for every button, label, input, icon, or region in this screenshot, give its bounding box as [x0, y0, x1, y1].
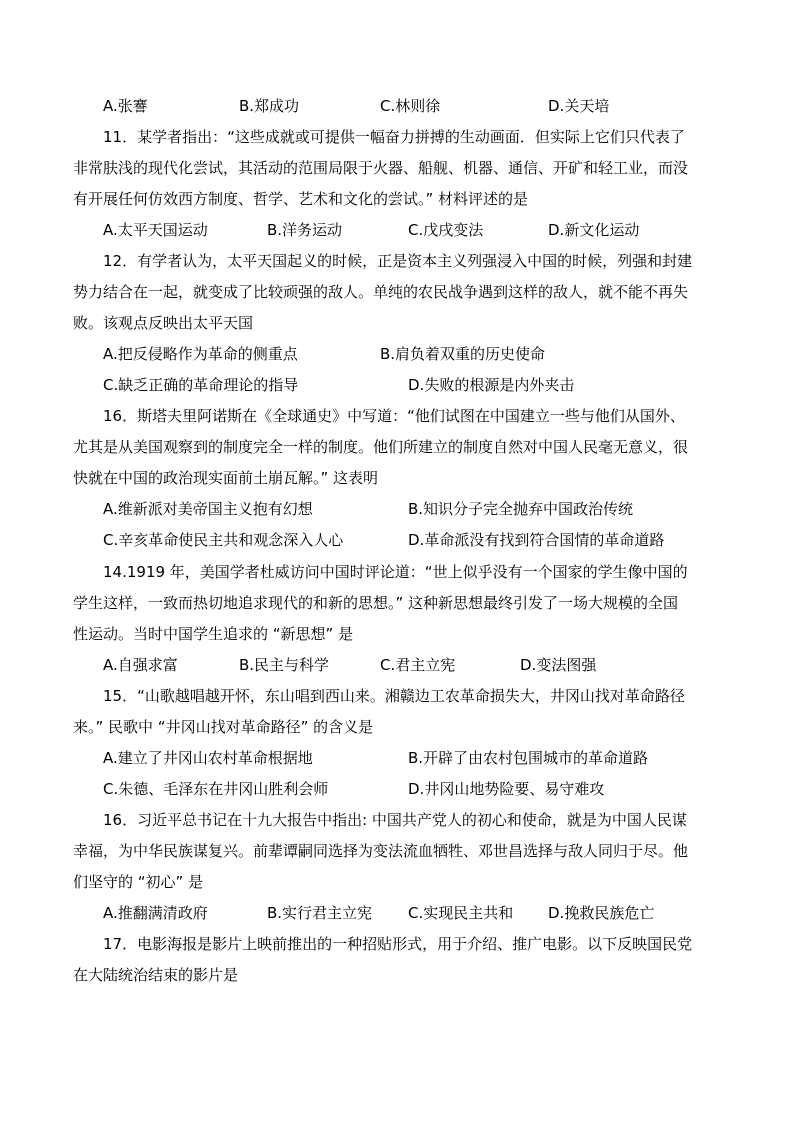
q15-stem-line-2: 来。” 民歌中 “井冈山找对革命路径” 的含义是 [73, 718, 374, 736]
q12-option-b: B.肩负着双重的历史使命 [380, 345, 546, 363]
q13-stem-line-2: 尤其是从美国观察到的制度完全一样的制度。他们所建立的制度自然对中国人民毫无意义，很 [73, 438, 689, 456]
q13-stem-line-1: 16．斯塔夫里阿诺斯在《全球通史》中写道：“他们试图在中国建立一些与他们从国外、 [103, 407, 685, 425]
q11-option-a: A.太平天国运动 [103, 221, 208, 239]
q11-option-d: D.新文化运动 [548, 221, 640, 239]
q13-option-b: B.知识分子完全抛弃中国政治传统 [408, 500, 634, 518]
q16-option-b: B.实行君主立宪 [267, 904, 373, 922]
q10-option-c: C.林则徐 [380, 97, 441, 115]
q12-stem-line-3: 败。该观点反映出太平天国 [73, 314, 254, 332]
q15-stem-line-1: 15．“山歌越唱越开怀，东山唱到西山来。湘赣边工农革命损失大，井冈山找对革命路径 [103, 687, 685, 705]
q10-option-a: A.张謇 [103, 97, 148, 115]
q12-stem-line-2: 势力结合在一起，就变成了比较顽强的敌人。单纯的农民战争遇到这样的敌人，就不能不再失 [73, 283, 689, 301]
q11-option-c: C.戊戌变法 [408, 221, 484, 239]
q12-option-c: C.缺乏正确的革命理论的指导 [103, 376, 299, 394]
q17-stem-line-2: 在大陆统治结束的影片是 [73, 966, 239, 984]
q17-stem-line-1: 17．电影海报是影片上映前推出的一种招贴形式，用于介绍、推广电影。以下反映国民党 [103, 935, 693, 953]
q12-stem-line-1: 12．有学者认为，太平天国起义的时候，正是资本主义列强浸入中国的时候，列强和封建 [103, 252, 693, 270]
q11-stem-line-2: 非常肤浅的现代化尝试，其活动的范围局限于火器、船舰、机器、通信、开矿和轻工业，而没 [73, 159, 689, 177]
q14-option-d: D.变法图强 [520, 656, 597, 674]
q14-option-c: C.君主立宪 [380, 656, 456, 674]
q11-stem-line-1: 11．某学者指出：“这些成就或可提供一幅奋力拼搏的生动画面．但实际上它们只代表了 [103, 128, 685, 146]
q15-option-b: B.开辟了由农村包围城市的革命道路 [408, 749, 649, 767]
q16-stem-line-3: 们坚守的 “初心” 是 [73, 873, 204, 891]
q11-stem-line-3: 有开展任何仿效西方制度、哲学、艺术和文化的尝试。” 材料评述的是 [73, 190, 529, 208]
q13-option-c: C.辛亥革命使民主共和观念深入人心 [103, 531, 344, 549]
q15-option-d: D.井冈山地势险要、易守难攻 [408, 780, 605, 798]
q15-option-a: A.建立了井冈山农村革命根据地 [103, 749, 313, 767]
q16-option-c: C.实现民主共和 [408, 904, 514, 922]
q14-option-a: A.自强求富 [103, 656, 178, 674]
q15-option-c: C.朱德、毛泽东在井冈山胜利会师 [103, 780, 329, 798]
q16-stem-line-1: 16．习近平总书记在十九大报告中指出: 中国共产党人的初心和使命，就是为中国人民谋 [103, 811, 687, 829]
q12-option-d: D.失败的根源是内外夹击 [408, 376, 575, 394]
q13-stem-line-3: 快就在中国的政治现实面前土崩瓦解。” 这表明 [73, 469, 379, 487]
q14-stem-line-2: 学生这样，一致而热切地追求现代的和新的思想。” 这种新思想最终引发了一场大规模的全国 [73, 594, 679, 612]
q14-stem-line-1: 14.1919 年，美国学者杜威访问中国时评论道：“世上似乎没有一个国家的学生像中国的 [103, 563, 688, 581]
q13-option-d: D.革命派没有找到符合国情的革命道路 [408, 531, 665, 549]
q10-option-d: D.关天培 [548, 97, 610, 115]
q16-stem-line-2: 幸福，为中华民族谋复兴。前辈谭嗣同选择为变法流血牺牲、邓世昌选择与敌人同归于尽。他 [73, 842, 689, 860]
q12-option-a: A.把反侵略作为革命的侧重点 [103, 345, 298, 363]
q11-option-b: B.洋务运动 [267, 221, 343, 239]
q13-option-a: A.维新派对美帝国主义抱有幻想 [103, 500, 313, 518]
q14-stem-line-3: 性运动。当时中国学生追求的 “新思想” 是 [73, 625, 354, 643]
q16-option-a: A.推翻满清政府 [103, 904, 208, 922]
q14-option-b: B.民主与科学 [239, 656, 330, 674]
q10-option-b: B.郑成功 [239, 97, 300, 115]
q16-option-d: D.挽救民族危亡 [548, 904, 655, 922]
